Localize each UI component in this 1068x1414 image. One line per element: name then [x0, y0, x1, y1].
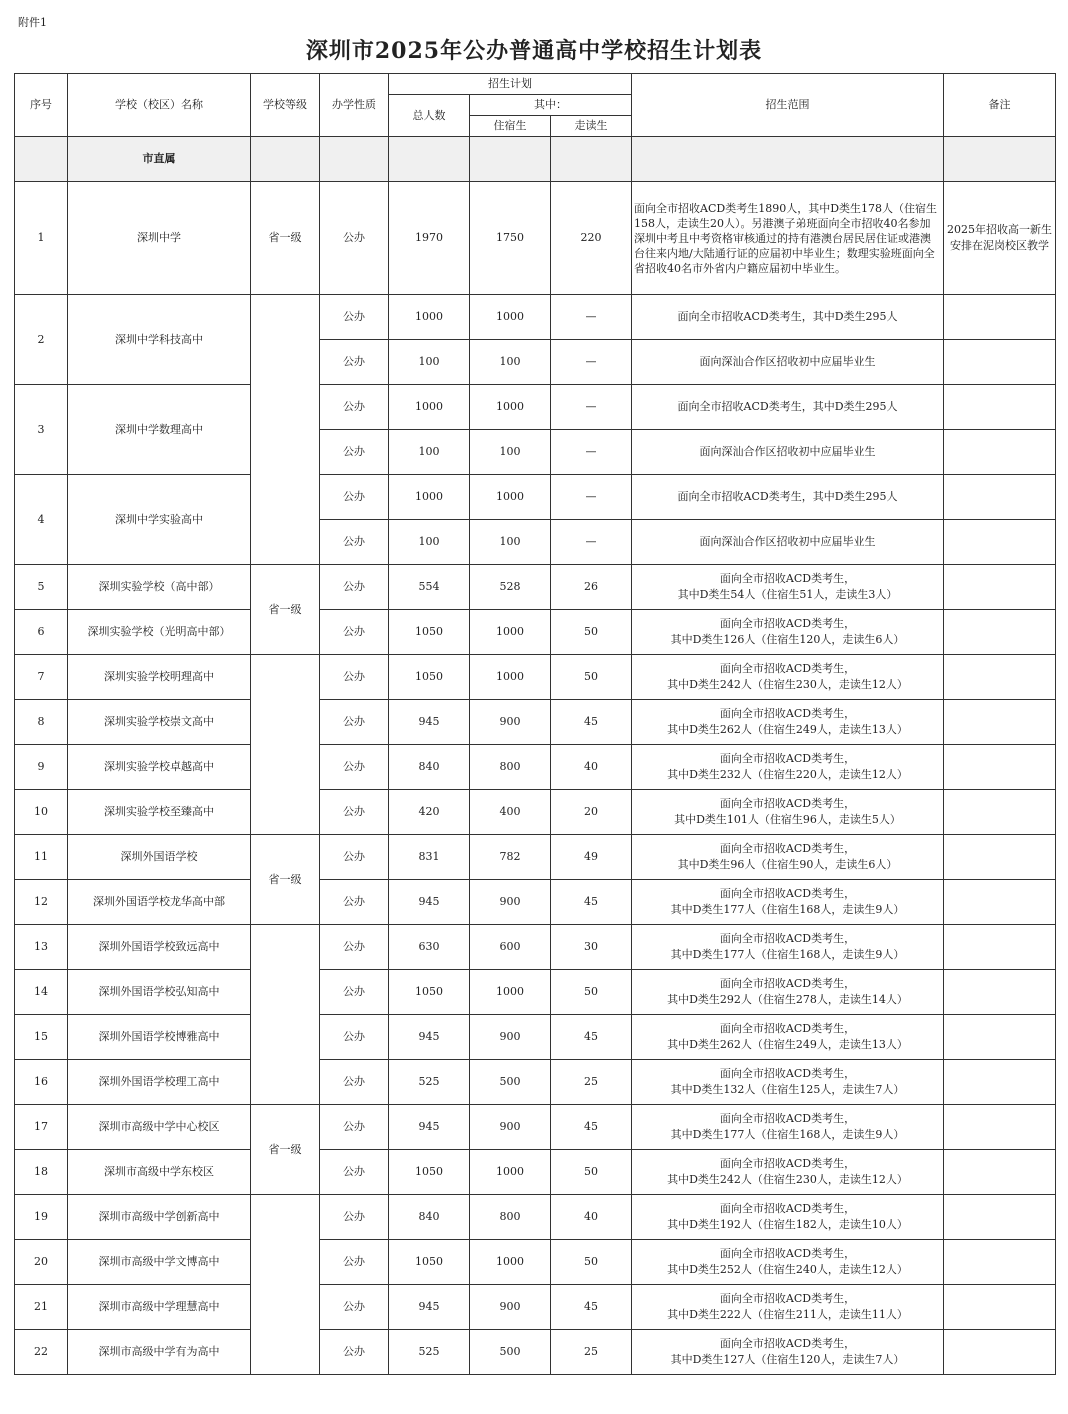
seq-cell: 7 [15, 655, 68, 700]
boarding-cell: 500 [470, 1060, 551, 1105]
school-name-cell: 深圳市高级中学有为高中 [68, 1330, 251, 1375]
boarding-cell: 400 [470, 790, 551, 835]
total-cell: 100 [389, 430, 470, 475]
school-name-cell: 深圳外国语学校弘知高中 [68, 970, 251, 1015]
school-name-cell: 深圳市高级中学创新高中 [68, 1195, 251, 1240]
total-cell: 840 [389, 745, 470, 790]
seq-cell: 8 [15, 700, 68, 745]
boarding-cell: 100 [470, 340, 551, 385]
day-cell: 45 [551, 1105, 632, 1150]
note-cell [944, 970, 1056, 1015]
header-level: 学校等级 [251, 74, 320, 137]
table-row [15, 182, 1056, 295]
seq-cell: 14 [15, 970, 68, 1015]
header-row [15, 74, 1056, 95]
day-cell: 30 [551, 925, 632, 970]
boarding-cell: 800 [470, 745, 551, 790]
header-plan: 招生计划 [389, 74, 632, 95]
boarding-cell: 900 [470, 1015, 551, 1060]
table-row [15, 1060, 1056, 1105]
note-cell [944, 340, 1056, 385]
school-name-cell: 深圳外国语学校理工高中 [68, 1060, 251, 1105]
school-name-cell: 深圳市高级中学中心校区 [68, 1105, 251, 1150]
scope-cell: 面向全市招收ACD类考生， 其中D类生54人（住宿生51人，走读生3人） [632, 565, 944, 610]
total-cell: 1050 [389, 655, 470, 700]
total-cell: 945 [389, 1285, 470, 1330]
day-cell: — [551, 385, 632, 430]
day-cell: 45 [551, 1285, 632, 1330]
school-name-cell: 深圳实验学校卓越高中 [68, 745, 251, 790]
day-cell: 40 [551, 745, 632, 790]
nature-cell: 公办 [320, 295, 389, 340]
seq-cell: 21 [15, 1285, 68, 1330]
nature-cell: 公办 [320, 610, 389, 655]
seq-cell: 13 [15, 925, 68, 970]
level-cell: 省一级 [251, 565, 320, 655]
day-cell: — [551, 340, 632, 385]
school-name-cell: 深圳实验学校（光明高中部） [68, 610, 251, 655]
note-cell [944, 1060, 1056, 1105]
nature-cell: 公办 [320, 565, 389, 610]
total-cell: 1050 [389, 610, 470, 655]
table-row [15, 790, 1056, 835]
note-cell [944, 430, 1056, 475]
level-cell: 省一级 [251, 835, 320, 925]
school-name-cell: 深圳市高级中学文博高中 [68, 1240, 251, 1285]
total-cell: 945 [389, 880, 470, 925]
boarding-cell: 900 [470, 1105, 551, 1150]
school-name-cell: 深圳外国语学校龙华高中部 [68, 880, 251, 925]
scope-cell: 面向深汕合作区招收初中应届毕业生 [632, 430, 944, 475]
boarding-cell: 1000 [470, 1150, 551, 1195]
table-row [15, 880, 1056, 925]
scope-cell: 面向全市招收ACD类考生， 其中D类生232人（住宿生220人，走读生12人） [632, 745, 944, 790]
scope-cell: 面向全市招收ACD类考生， 其中D类生252人（住宿生240人，走读生12人） [632, 1240, 944, 1285]
nature-cell: 公办 [320, 520, 389, 565]
attachment-label: 附件1 [18, 16, 47, 29]
day-cell: — [551, 430, 632, 475]
school-name-cell: 深圳中学 [68, 182, 251, 295]
scope-cell: 面向全市招收ACD类考生， 其中D类生101人（住宿生96人，走读生5人） [632, 790, 944, 835]
day-cell: 50 [551, 1240, 632, 1285]
school-name-cell: 深圳实验学校至臻高中 [68, 790, 251, 835]
total-cell: 945 [389, 1105, 470, 1150]
day-cell: 25 [551, 1330, 632, 1375]
seq-cell: 20 [15, 1240, 68, 1285]
total-cell: 630 [389, 925, 470, 970]
table-row [15, 700, 1056, 745]
level-cell: 省一级 [251, 182, 320, 295]
seq-cell: 1 [15, 182, 68, 295]
total-cell: 1050 [389, 970, 470, 1015]
total-cell: 1050 [389, 1240, 470, 1285]
scope-cell: 面向全市招收ACD类考生， 其中D类生177人（住宿生168人，走读生9人） [632, 880, 944, 925]
header-seq: 序号 [15, 74, 68, 137]
table-row [15, 565, 1056, 610]
scope-cell: 面向全市招收ACD类考生， 其中D类生262人（住宿生249人，走读生13人） [632, 700, 944, 745]
note-cell [944, 295, 1056, 340]
header-scope: 招生范围 [632, 74, 944, 137]
seq-cell: 16 [15, 1060, 68, 1105]
day-cell: 40 [551, 1195, 632, 1240]
boarding-cell: 1750 [470, 182, 551, 295]
day-cell: 49 [551, 835, 632, 880]
seq-cell: 4 [15, 475, 68, 565]
table-row [15, 1240, 1056, 1285]
section-row [15, 137, 1056, 182]
nature-cell: 公办 [320, 790, 389, 835]
boarding-cell: 800 [470, 1195, 551, 1240]
day-cell: 26 [551, 565, 632, 610]
note-cell [944, 1105, 1056, 1150]
boarding-cell: 1000 [470, 295, 551, 340]
seq-cell: 5 [15, 565, 68, 610]
scope-cell: 面向全市招收ACD类考生， 其中D类生292人（住宿生278人，走读生14人） [632, 970, 944, 1015]
school-name-cell: 深圳外国语学校 [68, 835, 251, 880]
table-row [15, 385, 1056, 430]
seq-cell: 22 [15, 1330, 68, 1375]
scope-cell: 面向全市招收ACD类考生， 其中D类生177人（住宿生168人，走读生9人） [632, 925, 944, 970]
table-row [15, 970, 1056, 1015]
table-row [15, 610, 1056, 655]
note-cell [944, 520, 1056, 565]
table-row [15, 925, 1056, 970]
scope-cell: 面向全市招收ACD类考生， 其中D类生132人（住宿生125人，走读生7人） [632, 1060, 944, 1105]
total-cell: 840 [389, 1195, 470, 1240]
header-total: 总人数 [389, 95, 470, 137]
boarding-cell: 900 [470, 880, 551, 925]
seq-cell: 12 [15, 880, 68, 925]
seq-cell: 3 [15, 385, 68, 475]
nature-cell: 公办 [320, 1105, 389, 1150]
note-cell [944, 385, 1056, 430]
day-cell: 50 [551, 610, 632, 655]
total-cell: 1050 [389, 1150, 470, 1195]
note-cell [944, 745, 1056, 790]
scope-cell: 面向全市招收ACD类考生1890人，其中D类生178人（住宿生158人，走读生20人）。另港澳子弟班面向全市招收40名参加深圳中考且中考资格审核通过的持有港澳台居民居住证或港澳台往来内地/大陆通行证的应届初中毕业生；数理实验班面向全省招收40名市外省内户籍应届初中毕业生。 [632, 182, 944, 295]
scope-cell: 面向全市招收ACD类考生，其中D类生295人 [632, 475, 944, 520]
note-cell: 2025年招收高一新生安排在泥岗校区教学 [944, 182, 1056, 295]
school-name-cell: 深圳外国语学校博雅高中 [68, 1015, 251, 1060]
boarding-cell: 900 [470, 1285, 551, 1330]
level-cell [251, 1195, 320, 1375]
table-row [15, 1105, 1056, 1150]
table-row [15, 295, 1056, 340]
seq-cell: 15 [15, 1015, 68, 1060]
total-cell: 100 [389, 340, 470, 385]
seq-cell: 18 [15, 1150, 68, 1195]
day-cell: 50 [551, 1150, 632, 1195]
nature-cell: 公办 [320, 1285, 389, 1330]
header-of-which: 其中： [470, 95, 632, 116]
enrollment-plan-table [14, 73, 1056, 1375]
note-cell [944, 880, 1056, 925]
day-cell: — [551, 475, 632, 520]
nature-cell: 公办 [320, 385, 389, 430]
note-cell [944, 610, 1056, 655]
total-cell: 1000 [389, 475, 470, 520]
note-cell [944, 1330, 1056, 1375]
nature-cell: 公办 [320, 1195, 389, 1240]
note-cell [944, 565, 1056, 610]
school-name-cell: 深圳中学科技高中 [68, 295, 251, 385]
boarding-cell: 1000 [470, 1240, 551, 1285]
seq-cell: 6 [15, 610, 68, 655]
total-cell: 945 [389, 700, 470, 745]
nature-cell: 公办 [320, 970, 389, 1015]
boarding-cell: 900 [470, 700, 551, 745]
boarding-cell: 500 [470, 1330, 551, 1375]
seq-cell: 17 [15, 1105, 68, 1150]
scope-cell: 面向全市招收ACD类考生， 其中D类生126人（住宿生120人，走读生6人） [632, 610, 944, 655]
school-name-cell: 深圳市高级中学东校区 [68, 1150, 251, 1195]
seq-cell: 11 [15, 835, 68, 880]
school-name-cell: 深圳实验学校明理高中 [68, 655, 251, 700]
table-row [15, 1015, 1056, 1060]
table-row [15, 745, 1056, 790]
day-cell: 45 [551, 1015, 632, 1060]
level-cell [251, 295, 320, 565]
nature-cell: 公办 [320, 655, 389, 700]
boarding-cell: 100 [470, 520, 551, 565]
seq-cell: 2 [15, 295, 68, 385]
nature-cell: 公办 [320, 1060, 389, 1105]
seq-cell: 9 [15, 745, 68, 790]
school-name-cell: 深圳实验学校（高中部） [68, 565, 251, 610]
school-name-cell: 深圳外国语学校致远高中 [68, 925, 251, 970]
total-cell: 100 [389, 520, 470, 565]
nature-cell: 公办 [320, 880, 389, 925]
table-row [15, 1330, 1056, 1375]
note-cell [944, 1285, 1056, 1330]
nature-cell: 公办 [320, 475, 389, 520]
scope-cell: 面向深汕合作区招收初中应届毕业生 [632, 520, 944, 565]
scope-cell: 面向全市招收ACD类考生， 其中D类生242人（住宿生230人，走读生12人） [632, 655, 944, 700]
table-row [15, 1195, 1056, 1240]
table-row [15, 1285, 1056, 1330]
total-cell: 420 [389, 790, 470, 835]
table-row [15, 835, 1056, 880]
nature-cell: 公办 [320, 745, 389, 790]
boarding-cell: 1000 [470, 970, 551, 1015]
seq-cell: 19 [15, 1195, 68, 1240]
nature-cell: 公办 [320, 1015, 389, 1060]
total-cell: 1000 [389, 385, 470, 430]
scope-cell: 面向全市招收ACD类考生， 其中D类生222人（住宿生211人，走读生11人） [632, 1285, 944, 1330]
header-school: 学校（校区）名称 [68, 74, 251, 137]
scope-cell: 面向全市招收ACD类考生， 其中D类生96人（住宿生90人，走读生6人） [632, 835, 944, 880]
note-cell [944, 835, 1056, 880]
table-row [15, 655, 1056, 700]
nature-cell: 公办 [320, 182, 389, 295]
boarding-cell: 782 [470, 835, 551, 880]
note-cell [944, 1240, 1056, 1285]
boarding-cell: 1000 [470, 475, 551, 520]
nature-cell: 公办 [320, 835, 389, 880]
note-cell [944, 1195, 1056, 1240]
boarding-cell: 100 [470, 430, 551, 475]
nature-cell: 公办 [320, 340, 389, 385]
scope-cell: 面向全市招收ACD类考生， 其中D类生127人（住宿生120人，走读生7人） [632, 1330, 944, 1375]
day-cell: 50 [551, 970, 632, 1015]
day-cell: 45 [551, 700, 632, 745]
nature-cell: 公办 [320, 700, 389, 745]
scope-cell: 面向全市招收ACD类考生， 其中D类生262人（住宿生249人，走读生13人） [632, 1015, 944, 1060]
page-title: 深圳市2025年公办普通高中学校招生计划表 [305, 38, 763, 64]
boarding-cell: 528 [470, 565, 551, 610]
note-cell [944, 1015, 1056, 1060]
day-cell: 50 [551, 655, 632, 700]
scope-cell: 面向全市招收ACD类考生， 其中D类生192人（住宿生182人，走读生10人） [632, 1195, 944, 1240]
table-row [15, 475, 1056, 520]
note-cell [944, 475, 1056, 520]
nature-cell: 公办 [320, 430, 389, 475]
day-cell: 25 [551, 1060, 632, 1105]
total-cell: 525 [389, 1060, 470, 1105]
level-cell [251, 925, 320, 1105]
total-cell: 1000 [389, 295, 470, 340]
day-cell: 45 [551, 880, 632, 925]
total-cell: 1970 [389, 182, 470, 295]
boarding-cell: 1000 [470, 655, 551, 700]
nature-cell: 公办 [320, 1240, 389, 1285]
header-boarding: 住宿生 [470, 116, 551, 137]
day-cell: — [551, 295, 632, 340]
header-day: 走读生 [551, 116, 632, 137]
level-cell [251, 655, 320, 835]
header-nature: 办学性质 [320, 74, 389, 137]
level-cell: 省一级 [251, 1105, 320, 1195]
scope-cell: 面向全市招收ACD类考生，其中D类生295人 [632, 295, 944, 340]
scope-cell: 面向全市招收ACD类考生， 其中D类生242人（住宿生230人，走读生12人） [632, 1150, 944, 1195]
note-cell [944, 1150, 1056, 1195]
note-cell [944, 925, 1056, 970]
note-cell [944, 655, 1056, 700]
day-cell: 220 [551, 182, 632, 295]
note-cell [944, 790, 1056, 835]
total-cell: 831 [389, 835, 470, 880]
day-cell: 20 [551, 790, 632, 835]
boarding-cell: 1000 [470, 610, 551, 655]
note-cell [944, 700, 1056, 745]
total-cell: 945 [389, 1015, 470, 1060]
section-label: 市直属 [68, 137, 251, 182]
scope-cell: 面向全市招收ACD类考生， 其中D类生177人（住宿生168人，走读生9人） [632, 1105, 944, 1150]
school-name-cell: 深圳实验学校崇文高中 [68, 700, 251, 745]
seq-cell: 10 [15, 790, 68, 835]
scope-cell: 面向全市招收ACD类考生，其中D类生295人 [632, 385, 944, 430]
school-name-cell: 深圳市高级中学理慧高中 [68, 1285, 251, 1330]
header-note: 备注 [944, 74, 1056, 137]
school-name-cell: 深圳中学实验高中 [68, 475, 251, 565]
table-row [15, 1150, 1056, 1195]
scope-cell: 面向深汕合作区招收初中应届毕业生 [632, 340, 944, 385]
total-cell: 554 [389, 565, 470, 610]
nature-cell: 公办 [320, 1150, 389, 1195]
school-name-cell: 深圳中学数理高中 [68, 385, 251, 475]
boarding-cell: 1000 [470, 385, 551, 430]
boarding-cell: 600 [470, 925, 551, 970]
nature-cell: 公办 [320, 925, 389, 970]
nature-cell: 公办 [320, 1330, 389, 1375]
day-cell: — [551, 520, 632, 565]
total-cell: 525 [389, 1330, 470, 1375]
